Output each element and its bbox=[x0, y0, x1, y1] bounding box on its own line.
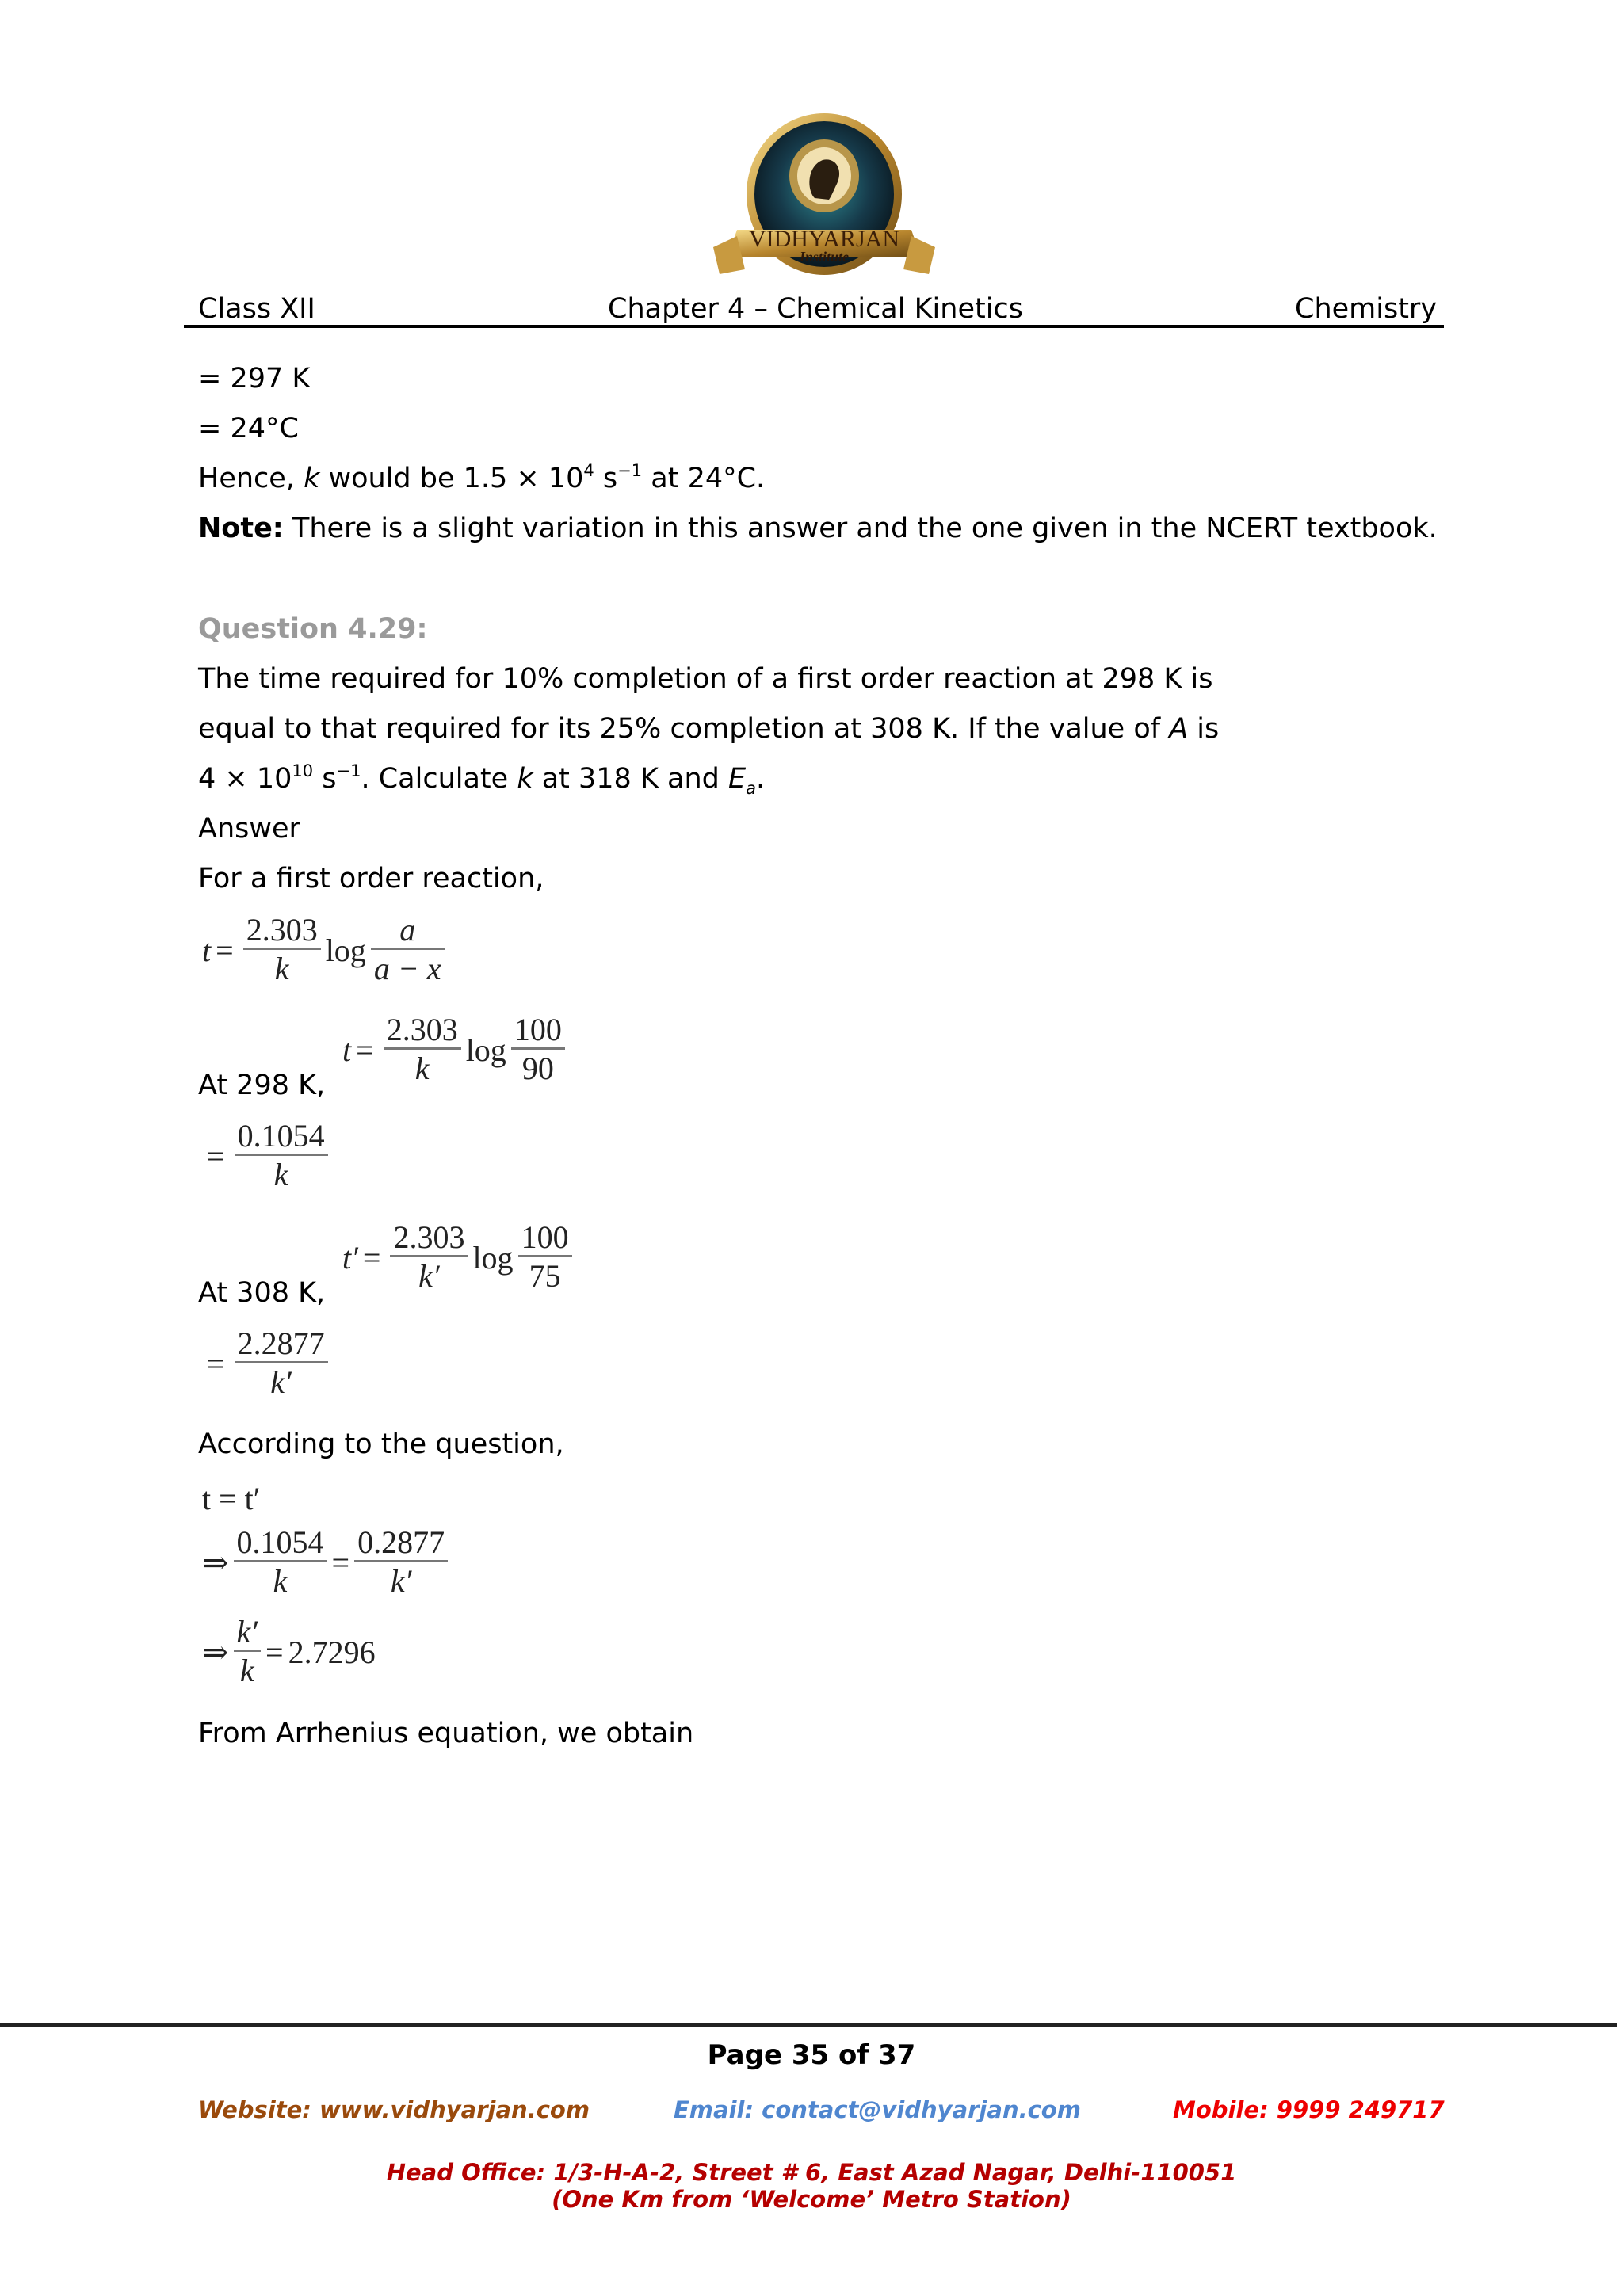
header-chapter: Chapter 4 – Chemical Kinetics bbox=[608, 293, 1023, 325]
page-number: Page 35 of 37 bbox=[707, 2039, 916, 2071]
footer-divider bbox=[0, 2023, 1617, 2027]
first-order-intro: For a first order reaction, bbox=[198, 863, 544, 894]
equation-t-298-result: = $\frac{0.1054}{k}$ bbox=[202, 1119, 333, 1194]
result-celsius: = 24°C bbox=[198, 413, 299, 444]
svg-text:VIDHYARJAN: VIDHYARJAN bbox=[748, 226, 900, 252]
at-308-label: At 308 K, bbox=[198, 1277, 326, 1309]
footer-address: Head Office: 1/3-H-A-2, Street # 6, East Azad Nagar, Delhi-110051 bbox=[386, 2159, 1237, 2186]
according-line: According to the question, bbox=[198, 1428, 564, 1460]
equation-t-equals-tprime: t = t′ bbox=[202, 1481, 261, 1516]
footer-email[interactable]: Email: contact@vidhyarjan.com bbox=[674, 2096, 1081, 2123]
question-line-3: $4 \times 10^{10}$ $s^{-1}$. Calculate k at 318 K and $E_a$. bbox=[198, 761, 766, 798]
institute-logo bbox=[713, 111, 935, 289]
equation-k-ratio: ⇒ $\frac{k'}{k}$ = 2.7296 bbox=[202, 1614, 376, 1688]
header-class: Class XII bbox=[198, 293, 315, 325]
result-kelvin: = 297 K bbox=[198, 363, 311, 395]
footer-website[interactable]: Website: www.vidhyarjan.com bbox=[198, 2096, 590, 2123]
answer-label: Answer bbox=[198, 813, 300, 845]
equation-first-order: t = $\frac{2.303}{k}$ log $\frac{a}{a - x}$ bbox=[202, 913, 449, 988]
question-line-2: equal to that required for its 25% completion at 308 K. If the value of A is bbox=[198, 713, 1220, 745]
header-divider bbox=[184, 325, 1444, 328]
equation-ratio: ⇒ $\frac{0.1054}{k}$ = $\frac{0.2877}{k'}$ bbox=[202, 1525, 453, 1600]
arrhenius-line: From Arrhenius equation, we obtain bbox=[198, 1718, 694, 1749]
header-subject: Chemistry bbox=[1295, 293, 1438, 325]
note-label: Note: bbox=[198, 513, 284, 544]
footer-mobile: Mobile: 9999 249717 bbox=[1173, 2096, 1445, 2123]
equation-t-308-result: = $\frac{2.2877}{k'}$ bbox=[202, 1326, 333, 1402]
note-line: Note: There is a slight variation in this answer and the one given in the NCERT textbook. bbox=[198, 513, 1438, 544]
equation-t-298: t = $\frac{2.303}{k}$ log $\frac{100}{90}$ bbox=[342, 1013, 570, 1088]
question-title: Question 4.29: bbox=[198, 613, 428, 645]
conclusion-line: Hence, k would be $1.5 \times 10^4$ $s^{-1}$ at 24°C. bbox=[198, 461, 766, 494]
question-line-1: The time required for 10% completion of a first order reaction at 298 K is bbox=[198, 663, 1213, 695]
footer-address-note: (One Km from ‘Welcome’ Metro Station) bbox=[552, 2186, 1071, 2213]
svg-text:Institute: Institute bbox=[799, 249, 850, 265]
equation-t-308: t′ = $\frac{2.303}{k'}$ log $\frac{100}{75}$ bbox=[342, 1220, 577, 1295]
at-298-label: At 298 K, bbox=[198, 1070, 326, 1101]
